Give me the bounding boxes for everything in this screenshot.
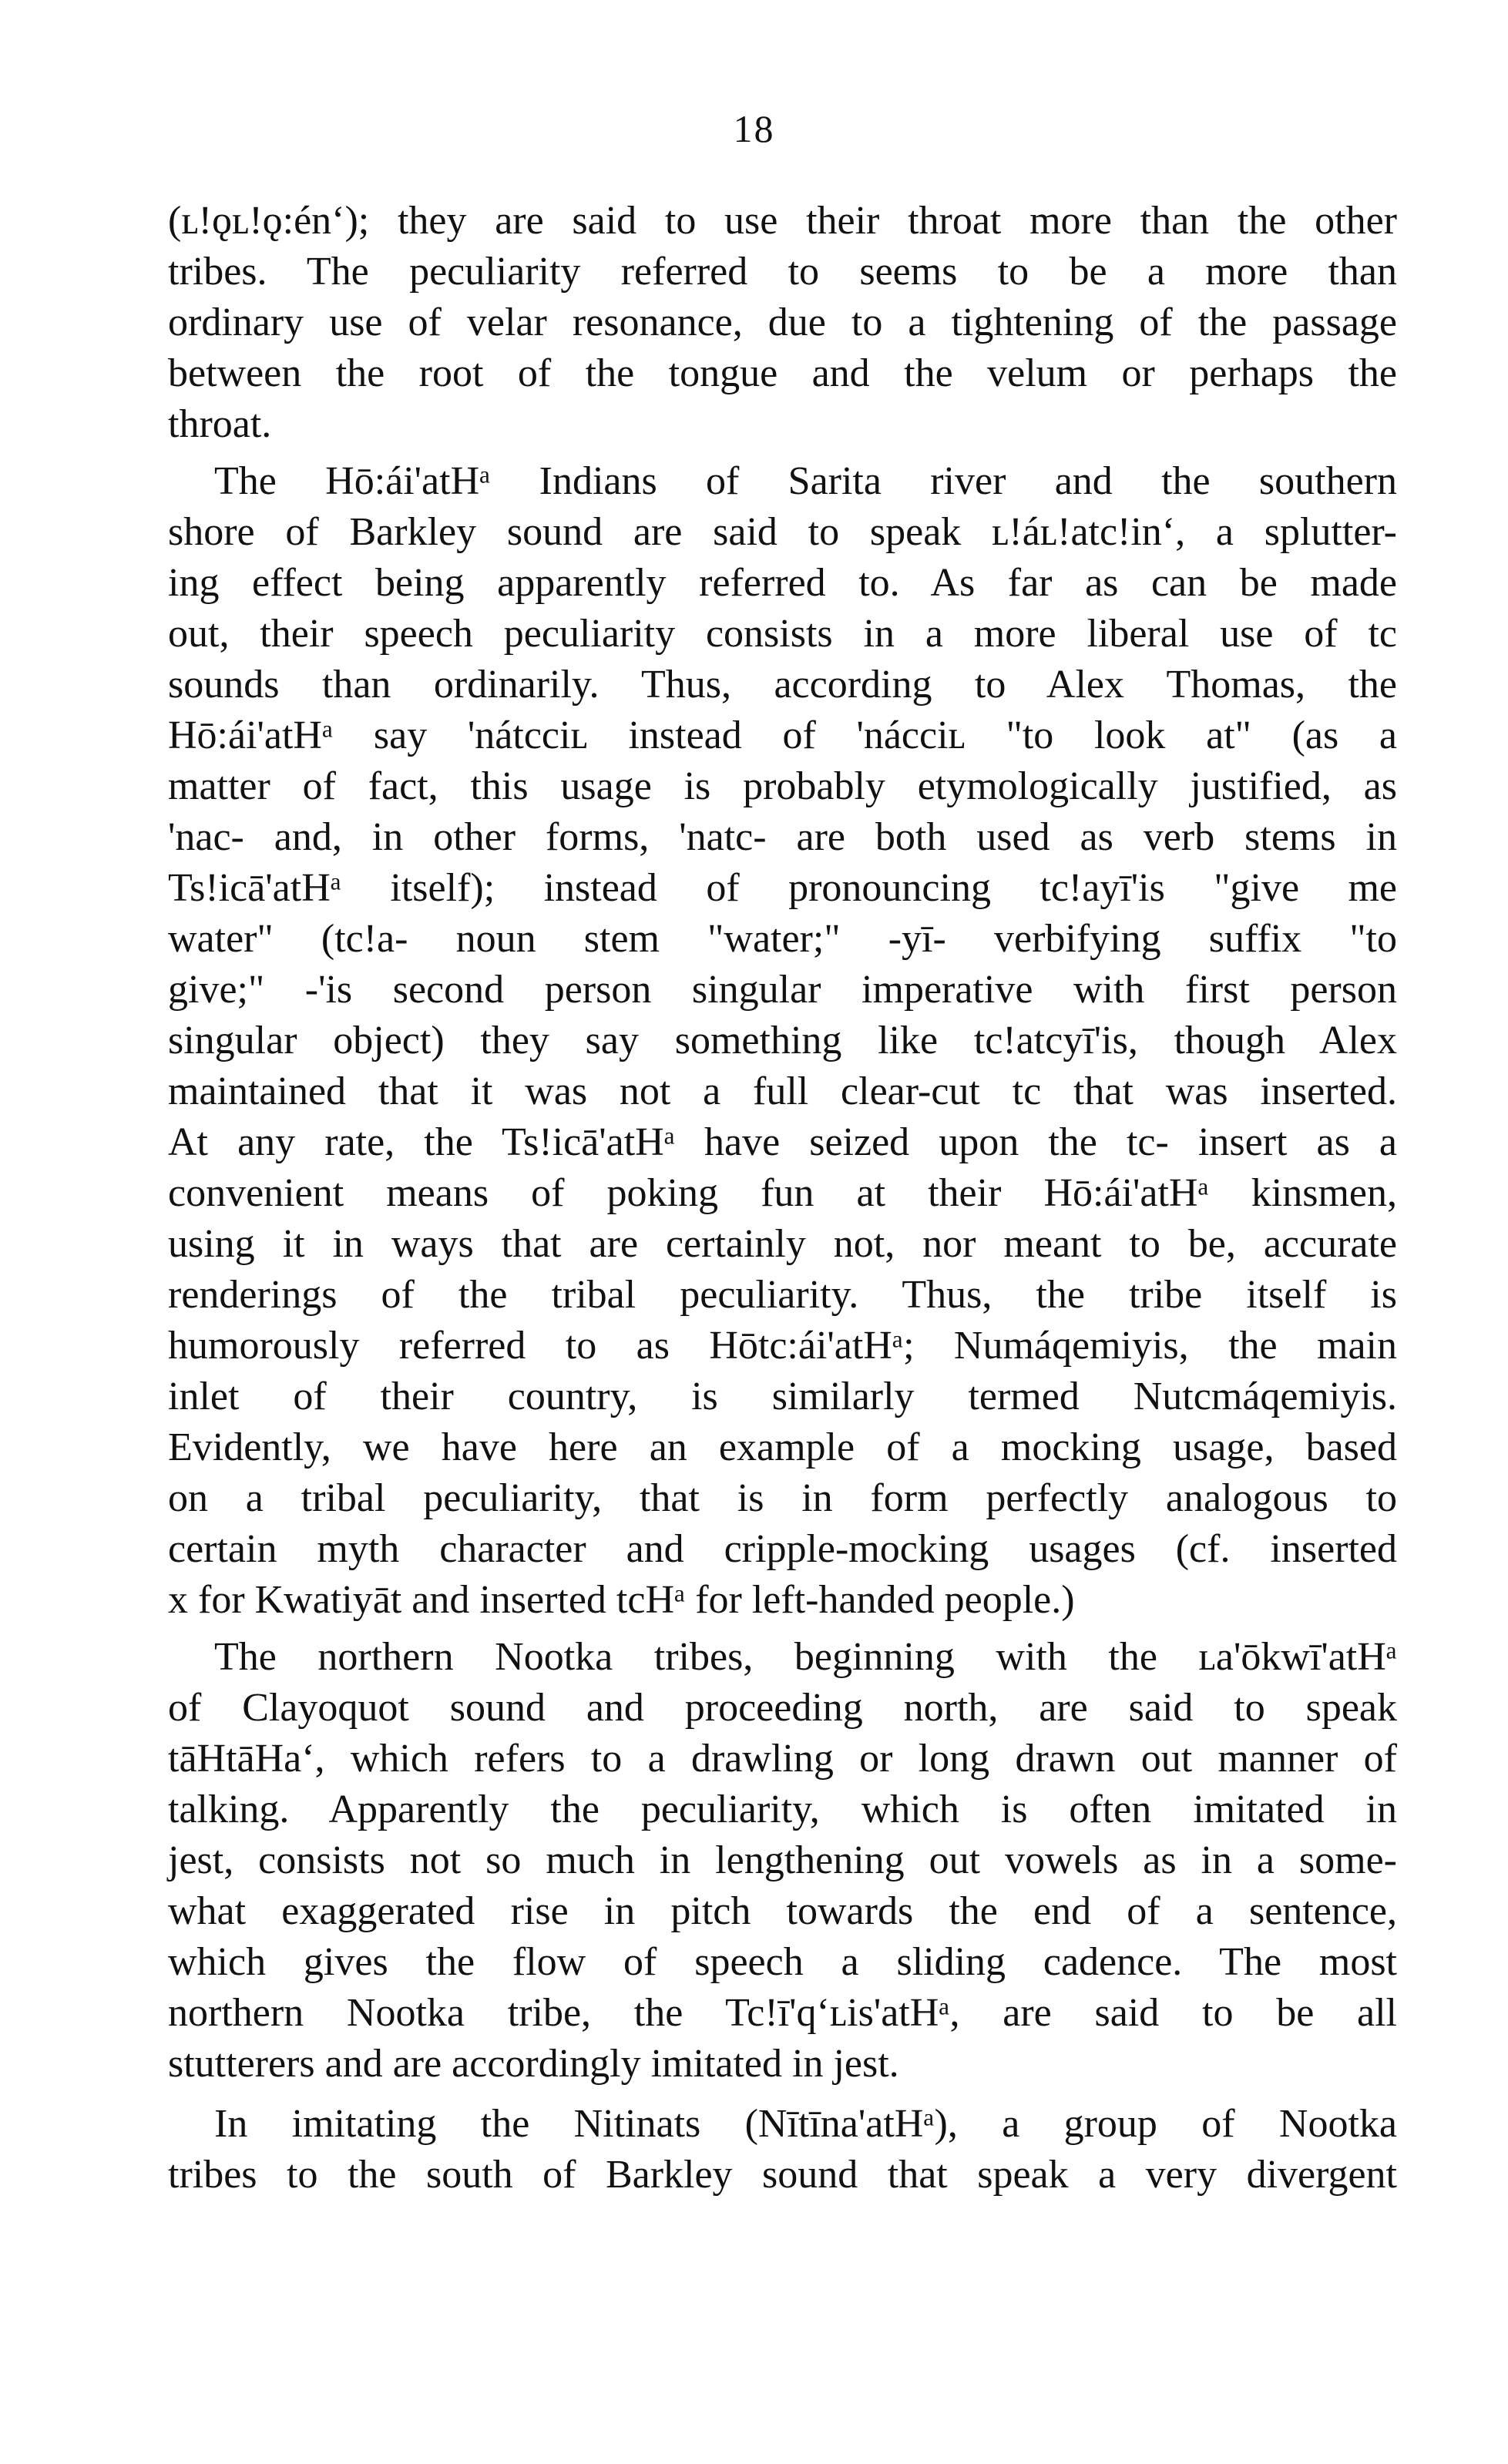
text-line: water" (tc!a- noun stem "water;" -yī- verbifying suffix "to: [168, 917, 1397, 961]
text-line: on a tribal peculiarity, that is in form perfectly analogous to: [168, 1476, 1397, 1520]
text-line: of Clayoquot sound and proceeding north, are said to speak: [168, 1686, 1397, 1730]
text-line: using it in ways that are certainly not, nor meant to be, accurate: [168, 1222, 1397, 1266]
text-line: tribes. The peculiarity referred to seems to be a more than: [168, 250, 1397, 294]
text-line: shore of Barkley sound are said to speak ʟ!áʟ!atc!in‘, a splutter-: [168, 510, 1397, 554]
text-line: jest, consists not so much in lengthening out vowels as in a some-: [168, 1838, 1397, 1882]
text-line: Evidently, we have here an example of a mocking usage, based: [168, 1425, 1397, 1469]
text-line: In imitating the Nitinats (Nītīna'atHᵃ), a group of Nootka: [214, 2102, 1397, 2146]
text-line: which gives the flow of speech a sliding cadence. The most: [168, 1940, 1397, 1984]
text-line: ing effect being apparently referred to. As far as can be made: [168, 561, 1397, 605]
text-line: convenient means of poking fun at their Hō:ái'atHᵃ kinsmen,: [168, 1171, 1397, 1215]
text-line: The Hō:ái'atHᵃ Indians of Sarita river and the southern: [214, 459, 1397, 503]
text-line: renderings of the tribal peculiarity. Thus, the tribe itself is: [168, 1273, 1397, 1317]
text-line: tāHtāHa‘, which refers to a drawling or long drawn out manner of: [168, 1737, 1397, 1781]
text-line: talking. Apparently the peculiarity, which is often imitated in: [168, 1788, 1397, 1831]
text-line: between the root of the tongue and the velum or perhaps the: [168, 351, 1397, 395]
text-line: x for Kwatiyāt and inserted tcHᵃ for left-handed people.): [168, 1578, 1075, 1622]
text-line: out, their speech peculiarity consists in a more liberal use of tc: [168, 612, 1397, 656]
text-line: northern Nootka tribe, the Tc!ī'q‘ʟis'atHᵃ, are said to be all: [168, 1991, 1397, 2035]
text-line: maintained that it was not a full clear-cut tc that was inserted.: [168, 1069, 1397, 1113]
text-line: throat.: [168, 402, 272, 446]
text-line: Ts!icā'atHᵃ itself); instead of pronouncing tc!ayī'is "give me: [168, 866, 1397, 910]
text-line: matter of fact, this usage is probably etymologically justified, as: [168, 764, 1397, 808]
text-line: The northern Nootka tribes, beginning with the ʟa'ōkwī'atHᵃ: [214, 1635, 1397, 1679]
text-line: sounds than ordinarily. Thus, according to Alex Thomas, the: [168, 663, 1397, 707]
text-line: what exaggerated rise in pitch towards the end of a sentence,: [168, 1889, 1397, 1933]
page-number: 18: [733, 107, 775, 150]
text-line: tribes to the south of Barkley sound that speak a very divergent: [168, 2153, 1397, 2197]
text-line: give;" -'is second person singular imperative with first person: [168, 968, 1397, 1012]
text-line: ordinary use of velar resonance, due to a tightening of the passage: [168, 300, 1397, 344]
text-line: humorously referred to as Hōtc:ái'atHᵃ; Numáqemiyis, the main: [168, 1324, 1397, 1368]
text-line: singular object) they say something like tc!atcyī'is, though Alex: [168, 1019, 1397, 1062]
text-line: stutterers and are accordingly imitated in jest.: [168, 2042, 899, 2086]
text-line: certain myth character and cripple-mocking usages (cf. inserted: [168, 1527, 1397, 1571]
text-line: 'nac- and, in other forms, 'natc- are both used as verb stems in: [168, 815, 1397, 859]
text-line: (ʟ!ǫʟ!ǫ:én‘); they are said to use their throat more than the other: [168, 199, 1397, 243]
text-line: inlet of their country, is similarly termed Nutcmáqemiyis.: [168, 1375, 1397, 1418]
text-line: Hō:ái'atHᵃ say 'nátcciʟ instead of 'nácciʟ "to look at" (as a: [168, 713, 1397, 757]
text-line: At any rate, the Ts!icā'atHᵃ have seized upon the tc- insert as a: [168, 1120, 1397, 1164]
